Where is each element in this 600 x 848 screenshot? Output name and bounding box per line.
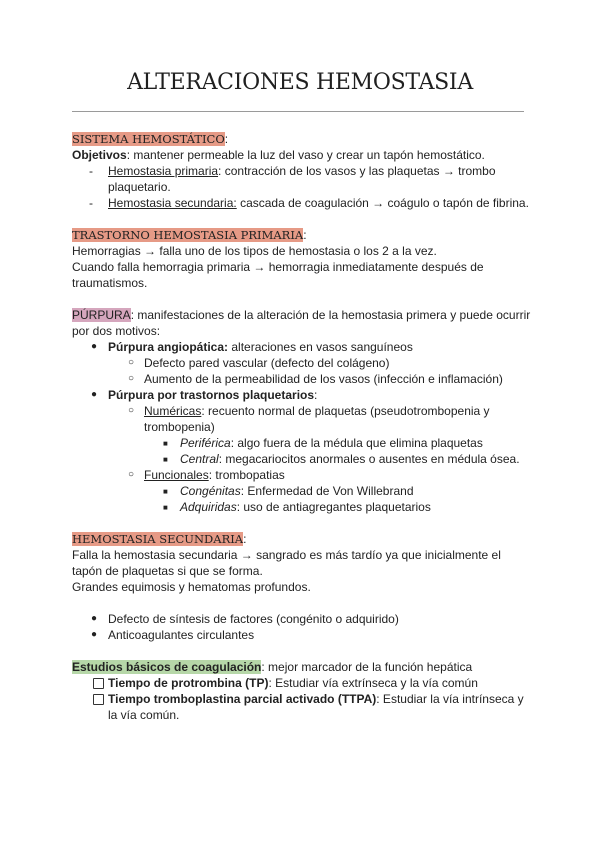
section-heading-secundaria: HEMOSTASIA SECUNDARIA: bbox=[72, 532, 247, 546]
title-divider bbox=[72, 111, 524, 112]
paragraph: Hemorragias → falla uno de los tipos de hemostasia o los 2 a la vez. bbox=[72, 244, 437, 258]
list-item: - Hemostasia primaria: contracción de los vasos y las plaquetas → trombo plaquetario. bbox=[89, 164, 496, 194]
paragraph: Grandes equimosis y hematomas profundos. bbox=[72, 580, 311, 594]
list-item: ○ Numéricas: recuento normal de plaquetas (pseudotrombopenia y trombopenia) bbox=[128, 404, 490, 434]
list-item: ■ Adquiridas: uso de antiagregantes plaquetarios bbox=[163, 500, 431, 514]
list-item: ○ Defecto pared vascular (defecto del colágeno) bbox=[128, 356, 390, 370]
list-item: ■ Periférica: algo fuera de la médula que elimina plaquetas bbox=[163, 436, 483, 450]
list-item: ○ Aumento de la permeabilidad de los vasos (infección e inflamación) bbox=[128, 372, 503, 386]
section-heading-sistema: SISTEMA HEMOSTÁTICO: bbox=[72, 132, 229, 146]
list-item: ● Anticoagulantes circulantes bbox=[91, 628, 255, 642]
checkbox-icon[interactable] bbox=[93, 678, 104, 689]
list-item: ● Defecto de síntesis de factores (congénito o adquirido) bbox=[91, 612, 399, 626]
list-item: ■ Central: megacariocitos anormales o ausentes en médula ósea. bbox=[163, 452, 520, 466]
checklist-item: Tiempo tromboplastina parcial activado (TTPA): Estudiar la vía intrínseca y la vía común. bbox=[72, 691, 532, 723]
list-item: - Hemostasia secundaria: cascada de coagulación → coágulo o tapón de fibrina. bbox=[89, 196, 529, 210]
section-heading-trastorno: TRASTORNO HEMOSTASIA PRIMARIA: bbox=[72, 228, 307, 242]
list-item: ● Púrpura angiopática: alteraciones en vasos sanguíneos bbox=[91, 340, 413, 354]
paragraph: Falla la hemostasia secundaria → sangrado es más tardío ya que inicialmente el tapón de plaquetas si que se forma. bbox=[72, 548, 501, 578]
list-item: ● Púrpura por trastornos plaquetarios: bbox=[91, 388, 318, 402]
paragraph: Cuando falla hemorragia primaria → hemorragia inmediatamente después de traumatismos. bbox=[72, 260, 484, 290]
purpura-intro: PÚRPURA: manifestaciones de la alteración de la hemostasia primera y puede ocurrir por dos motivos: bbox=[72, 308, 531, 338]
document-body bbox=[72, 131, 532, 723]
page-title: ALTERACIONES HEMOSTASIA bbox=[127, 70, 473, 95]
estudios-heading: Estudios básicos de coagulación: mejor marcador de la función hepática bbox=[72, 660, 473, 674]
checkbox-icon[interactable] bbox=[93, 694, 104, 705]
checklist-item: Tiempo de protrombina (TP): Estudiar vía extrínseca y la vía común bbox=[72, 675, 532, 691]
list-item: ■ Congénitas: Enfermedad de Von Willebrand bbox=[163, 484, 414, 498]
objetivos-line: Objetivos: mantener permeable la luz del vaso y crear un tapón hemostático. bbox=[72, 148, 485, 162]
list-item: ○ Funcionales: trombopatias bbox=[128, 468, 285, 482]
